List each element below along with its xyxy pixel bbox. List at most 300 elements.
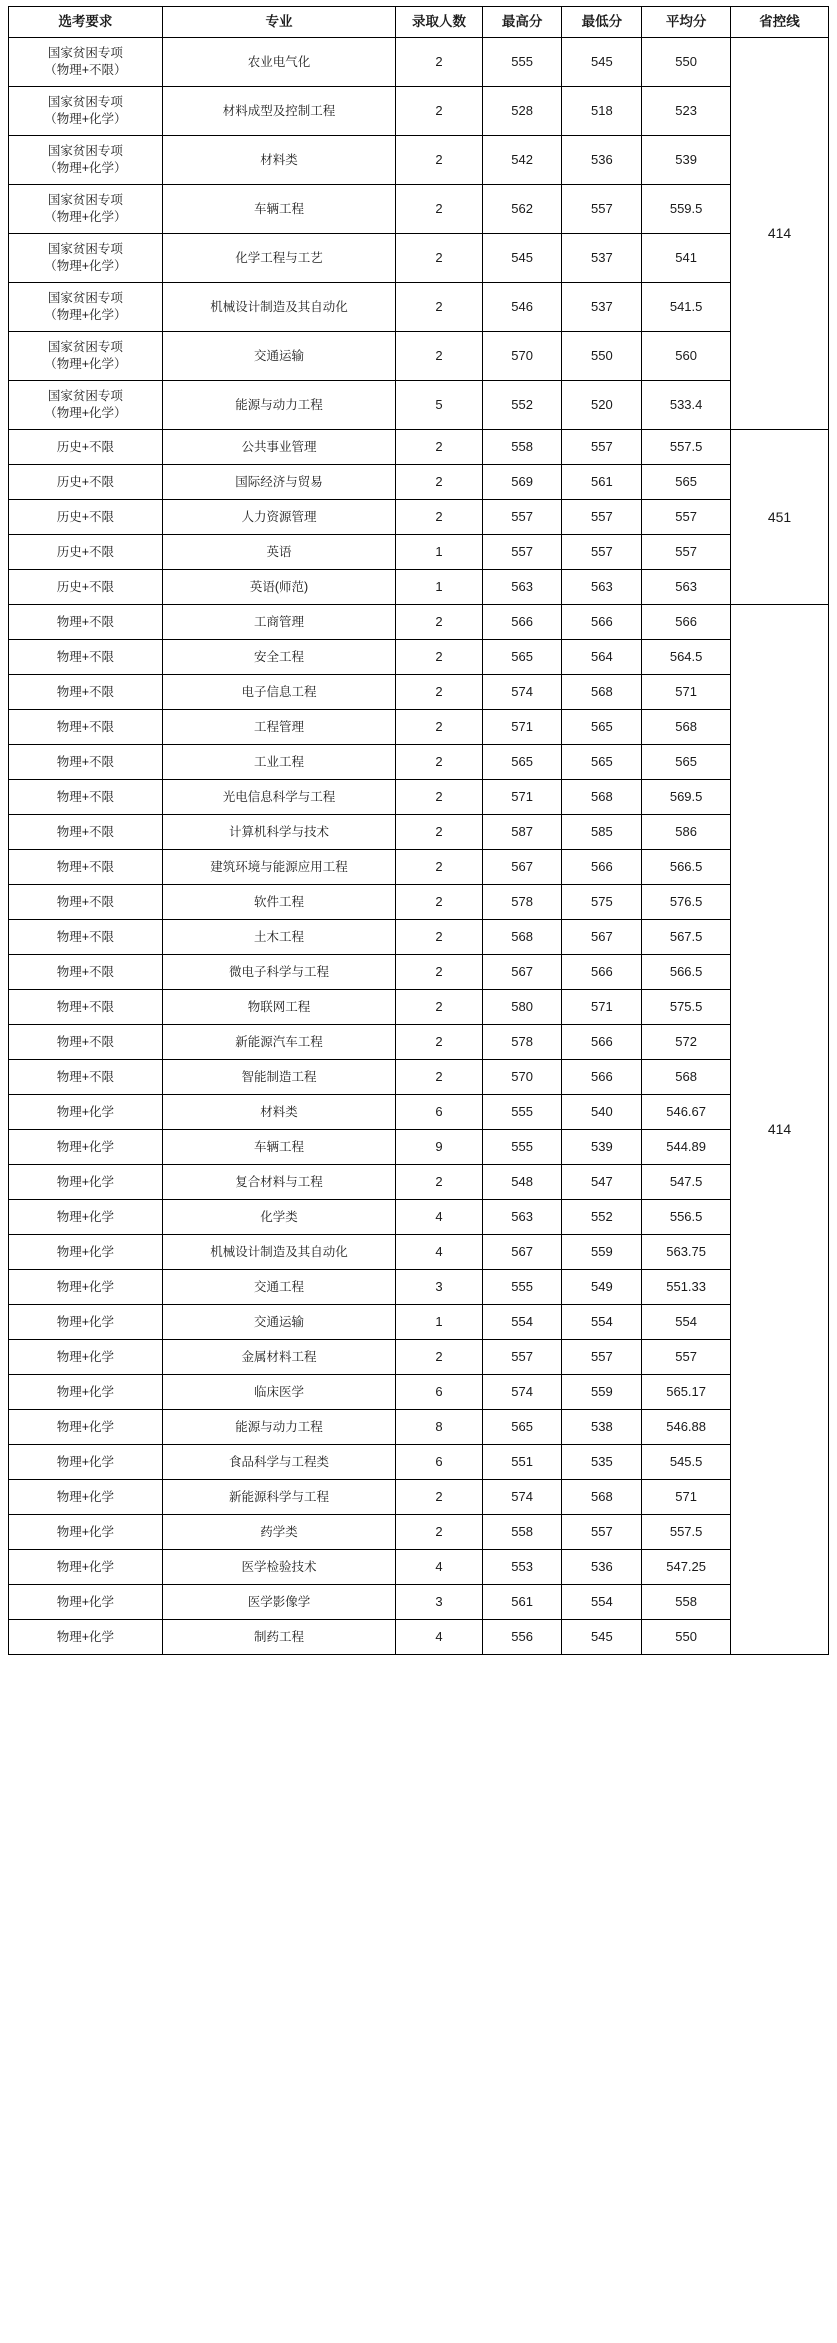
cell-lowest-score: 557	[562, 500, 642, 535]
cell-major: 化学类	[162, 1200, 395, 1235]
cell-count: 2	[396, 1515, 483, 1550]
cell-count: 1	[396, 535, 483, 570]
cell-count: 2	[396, 640, 483, 675]
requirement-line-1: 国家贫困专项	[47, 95, 123, 110]
cell-lowest-score: 549	[562, 1270, 642, 1305]
cell-major: 化学工程与工艺	[162, 234, 395, 283]
cell-requirement	[9, 500, 163, 535]
cell-major: 国际经济与贸易	[162, 465, 395, 500]
cell-control-line: 414	[731, 605, 829, 1655]
table-row	[9, 920, 829, 955]
cell-control-line: 414	[731, 38, 829, 430]
requirement-line-2: （物理+化学）	[44, 112, 127, 126]
cell-count: 2	[396, 675, 483, 710]
cell-count: 2	[396, 780, 483, 815]
cell-average-score: 556.5	[642, 1200, 731, 1235]
table-row	[9, 815, 829, 850]
cell-lowest-score: 540	[562, 1095, 642, 1130]
cell-requirement	[9, 850, 163, 885]
cell-requirement	[9, 1130, 163, 1165]
cell-lowest-score: 518	[562, 87, 642, 136]
table-row	[9, 1375, 829, 1410]
table-row	[9, 1515, 829, 1550]
cell-major: 智能制造工程	[162, 1060, 395, 1095]
requirement-line-2: （物理+化学）	[44, 210, 127, 224]
table-row	[9, 745, 829, 780]
cell-major: 工程管理	[162, 710, 395, 745]
cell-major: 英语(师范)	[162, 570, 395, 605]
table-row	[9, 850, 829, 885]
requirement-line-1: 物理+不限	[56, 789, 115, 804]
cell-requirement	[9, 1410, 163, 1445]
cell-requirement	[9, 1375, 163, 1410]
cell-major: 食品科学与工程类	[162, 1445, 395, 1480]
table-row	[9, 1480, 829, 1515]
cell-average-score: 533.4	[642, 381, 731, 430]
cell-average-score: 557.5	[642, 430, 731, 465]
cell-highest-score: 568	[482, 920, 562, 955]
cell-average-score: 558	[642, 1585, 731, 1620]
cell-requirement	[9, 640, 163, 675]
cell-count: 2	[396, 955, 483, 990]
requirement-line-1: 物理+不限	[56, 964, 115, 979]
column-header-count: 录取人数	[396, 7, 483, 38]
cell-lowest-score: 568	[562, 675, 642, 710]
cell-lowest-score: 536	[562, 1550, 642, 1585]
table-row	[9, 136, 829, 185]
column-header-requirement: 选考要求	[9, 7, 163, 38]
cell-count: 2	[396, 430, 483, 465]
cell-requirement	[9, 780, 163, 815]
cell-highest-score: 528	[482, 87, 562, 136]
requirement-line-2: （物理+不限）	[44, 63, 127, 77]
cell-count: 2	[396, 920, 483, 955]
cell-highest-score: 563	[482, 1200, 562, 1235]
cell-lowest-score: 559	[562, 1235, 642, 1270]
cell-highest-score: 558	[482, 1515, 562, 1550]
requirement-line-2: （物理+化学）	[44, 357, 127, 371]
cell-requirement	[9, 605, 163, 640]
table-row	[9, 185, 829, 234]
table-row	[9, 570, 829, 605]
cell-major: 交通运输	[162, 332, 395, 381]
cell-lowest-score: 561	[562, 465, 642, 500]
cell-requirement	[9, 234, 163, 283]
cell-average-score: 572	[642, 1025, 731, 1060]
cell-count: 2	[396, 1025, 483, 1060]
cell-requirement	[9, 955, 163, 990]
cell-highest-score: 570	[482, 1060, 562, 1095]
cell-lowest-score: 552	[562, 1200, 642, 1235]
cell-requirement	[9, 1340, 163, 1375]
cell-highest-score: 567	[482, 1235, 562, 1270]
cell-requirement	[9, 185, 163, 234]
cell-average-score: 571	[642, 1480, 731, 1515]
cell-lowest-score: 538	[562, 1410, 642, 1445]
cell-count: 4	[396, 1235, 483, 1270]
cell-lowest-score: 568	[562, 1480, 642, 1515]
cell-requirement	[9, 283, 163, 332]
column-header-major: 专业	[162, 7, 395, 38]
cell-highest-score: 574	[482, 675, 562, 710]
cell-count: 2	[396, 332, 483, 381]
cell-average-score: 560	[642, 332, 731, 381]
cell-lowest-score: 545	[562, 1620, 642, 1655]
cell-lowest-score: 536	[562, 136, 642, 185]
cell-highest-score: 565	[482, 745, 562, 780]
cell-count: 2	[396, 605, 483, 640]
cell-requirement	[9, 1620, 163, 1655]
cell-requirement	[9, 570, 163, 605]
cell-average-score: 566.5	[642, 850, 731, 885]
cell-requirement	[9, 38, 163, 87]
requirement-line-1: 物理+化学	[56, 1524, 115, 1539]
cell-average-score: 557	[642, 1340, 731, 1375]
cell-average-score: 559.5	[642, 185, 731, 234]
cell-lowest-score: 566	[562, 1060, 642, 1095]
cell-count: 6	[396, 1445, 483, 1480]
table-row	[9, 535, 829, 570]
cell-highest-score: 555	[482, 1270, 562, 1305]
cell-highest-score: 580	[482, 990, 562, 1025]
cell-average-score: 566	[642, 605, 731, 640]
cell-average-score: 563	[642, 570, 731, 605]
cell-major: 车辆工程	[162, 1130, 395, 1165]
table-row	[9, 283, 829, 332]
requirement-line-1: 物理+化学	[56, 1314, 115, 1329]
requirement-line-1: 物理+不限	[56, 859, 115, 874]
cell-highest-score: 578	[482, 885, 562, 920]
table-row	[9, 1060, 829, 1095]
cell-count: 6	[396, 1095, 483, 1130]
cell-highest-score: 546	[482, 283, 562, 332]
cell-highest-score: 567	[482, 850, 562, 885]
cell-average-score: 576.5	[642, 885, 731, 920]
table-row	[9, 1270, 829, 1305]
cell-highest-score: 555	[482, 38, 562, 87]
cell-count: 4	[396, 1620, 483, 1655]
cell-major: 材料类	[162, 136, 395, 185]
requirement-line-1: 国家贫困专项	[47, 389, 123, 404]
requirement-line-1: 历史+不限	[56, 579, 115, 594]
cell-average-score: 569.5	[642, 780, 731, 815]
table-row	[9, 500, 829, 535]
cell-highest-score: 558	[482, 430, 562, 465]
cell-count: 2	[396, 1060, 483, 1095]
cell-average-score: 565	[642, 745, 731, 780]
cell-requirement	[9, 430, 163, 465]
cell-count: 2	[396, 234, 483, 283]
cell-requirement	[9, 885, 163, 920]
requirement-line-1: 物理+不限	[56, 614, 115, 629]
cell-average-score: 546.67	[642, 1095, 731, 1130]
table-row	[9, 1165, 829, 1200]
table-row	[9, 1585, 829, 1620]
cell-major: 交通运输	[162, 1305, 395, 1340]
cell-count: 3	[396, 1585, 483, 1620]
cell-major: 新能源科学与工程	[162, 1480, 395, 1515]
cell-average-score: 565.17	[642, 1375, 731, 1410]
cell-highest-score: 574	[482, 1480, 562, 1515]
cell-requirement	[9, 1270, 163, 1305]
requirement-line-1: 物理+不限	[56, 1069, 115, 1084]
cell-count: 2	[396, 745, 483, 780]
cell-major: 医学检验技术	[162, 1550, 395, 1585]
table-row	[9, 1095, 829, 1130]
cell-requirement	[9, 1200, 163, 1235]
cell-highest-score: 552	[482, 381, 562, 430]
cell-requirement	[9, 1095, 163, 1130]
cell-requirement	[9, 1480, 163, 1515]
cell-highest-score: 542	[482, 136, 562, 185]
cell-lowest-score: 563	[562, 570, 642, 605]
cell-lowest-score: 547	[562, 1165, 642, 1200]
cell-major: 土木工程	[162, 920, 395, 955]
table-row	[9, 87, 829, 136]
requirement-line-2: （物理+化学）	[44, 161, 127, 175]
requirement-line-1: 物理+不限	[56, 999, 115, 1014]
cell-average-score: 571	[642, 675, 731, 710]
cell-highest-score: 557	[482, 1340, 562, 1375]
cell-lowest-score: 571	[562, 990, 642, 1025]
cell-average-score: 586	[642, 815, 731, 850]
cell-lowest-score: 566	[562, 605, 642, 640]
cell-major: 制药工程	[162, 1620, 395, 1655]
cell-count: 2	[396, 38, 483, 87]
cell-average-score: 547.25	[642, 1550, 731, 1585]
cell-average-score: 567.5	[642, 920, 731, 955]
cell-major: 交通工程	[162, 1270, 395, 1305]
cell-major: 临床医学	[162, 1375, 395, 1410]
cell-highest-score: 565	[482, 640, 562, 675]
requirement-line-1: 物理+化学	[56, 1594, 115, 1609]
cell-count: 2	[396, 1480, 483, 1515]
cell-highest-score: 571	[482, 710, 562, 745]
cell-count: 8	[396, 1410, 483, 1445]
cell-major: 药学类	[162, 1515, 395, 1550]
table-row	[9, 1410, 829, 1445]
cell-average-score: 564.5	[642, 640, 731, 675]
cell-requirement	[9, 1305, 163, 1340]
cell-highest-score: 569	[482, 465, 562, 500]
table-row	[9, 465, 829, 500]
cell-major: 能源与动力工程	[162, 1410, 395, 1445]
requirement-line-1: 国家贫困专项	[47, 46, 123, 61]
cell-lowest-score: 557	[562, 1340, 642, 1375]
cell-count: 1	[396, 1305, 483, 1340]
requirement-line-1: 物理+不限	[56, 894, 115, 909]
cell-major: 物联网工程	[162, 990, 395, 1025]
cell-highest-score: 587	[482, 815, 562, 850]
column-header-control-line: 省控线	[731, 7, 829, 38]
cell-average-score: 557.5	[642, 1515, 731, 1550]
requirement-line-2: （物理+化学）	[44, 259, 127, 273]
cell-highest-score: 555	[482, 1130, 562, 1165]
requirement-line-1: 物理+不限	[56, 929, 115, 944]
requirement-line-1: 物理+化学	[56, 1384, 115, 1399]
requirement-line-1: 物理+不限	[56, 754, 115, 769]
cell-lowest-score: 566	[562, 850, 642, 885]
cell-requirement	[9, 87, 163, 136]
cell-average-score: 557	[642, 535, 731, 570]
table-row	[9, 605, 829, 640]
cell-lowest-score: 585	[562, 815, 642, 850]
cell-average-score: 554	[642, 1305, 731, 1340]
cell-lowest-score: 557	[562, 1515, 642, 1550]
requirement-line-1: 国家贫困专项	[47, 144, 123, 159]
cell-highest-score: 554	[482, 1305, 562, 1340]
requirement-line-1: 国家贫困专项	[47, 242, 123, 257]
requirement-line-1: 物理+化学	[56, 1209, 115, 1224]
cell-requirement	[9, 381, 163, 430]
cell-average-score: 575.5	[642, 990, 731, 1025]
cell-average-score: 544.89	[642, 1130, 731, 1165]
requirement-line-1: 国家贫困专项	[47, 193, 123, 208]
cell-lowest-score: 545	[562, 38, 642, 87]
cell-lowest-score: 566	[562, 1025, 642, 1060]
column-header-lowest: 最低分	[562, 7, 642, 38]
cell-highest-score: 574	[482, 1375, 562, 1410]
cell-highest-score: 571	[482, 780, 562, 815]
table-row	[9, 430, 829, 465]
cell-highest-score: 562	[482, 185, 562, 234]
cell-requirement	[9, 535, 163, 570]
cell-major: 能源与动力工程	[162, 381, 395, 430]
cell-lowest-score: 557	[562, 185, 642, 234]
cell-average-score: 545.5	[642, 1445, 731, 1480]
requirement-line-1: 物理+化学	[56, 1454, 115, 1469]
cell-highest-score: 561	[482, 1585, 562, 1620]
cell-lowest-score: 565	[562, 745, 642, 780]
table-row	[9, 38, 829, 87]
admission-score-table	[8, 6, 829, 1655]
cell-count: 3	[396, 1270, 483, 1305]
table-body	[9, 38, 829, 1655]
cell-lowest-score: 539	[562, 1130, 642, 1165]
cell-average-score: 547.5	[642, 1165, 731, 1200]
cell-highest-score: 548	[482, 1165, 562, 1200]
cell-average-score: 557	[642, 500, 731, 535]
cell-count: 2	[396, 87, 483, 136]
cell-major: 计算机科学与技术	[162, 815, 395, 850]
cell-requirement	[9, 1165, 163, 1200]
cell-major: 电子信息工程	[162, 675, 395, 710]
cell-major: 医学影像学	[162, 1585, 395, 1620]
column-header-highest: 最高分	[482, 7, 562, 38]
cell-lowest-score: 557	[562, 535, 642, 570]
cell-major: 机械设计制造及其自动化	[162, 283, 395, 332]
cell-lowest-score: 567	[562, 920, 642, 955]
requirement-line-2: （物理+化学）	[44, 406, 127, 420]
cell-average-score: 551.33	[642, 1270, 731, 1305]
cell-lowest-score: 568	[562, 780, 642, 815]
cell-requirement	[9, 1060, 163, 1095]
cell-count: 2	[396, 1340, 483, 1375]
requirement-line-1: 物理+化学	[56, 1489, 115, 1504]
cell-average-score: 546.88	[642, 1410, 731, 1445]
table-row	[9, 675, 829, 710]
cell-highest-score: 578	[482, 1025, 562, 1060]
cell-count: 1	[396, 570, 483, 605]
table-row	[9, 332, 829, 381]
table-row	[9, 990, 829, 1025]
requirement-line-1: 物理+不限	[56, 719, 115, 734]
cell-lowest-score: 550	[562, 332, 642, 381]
cell-major: 材料成型及控制工程	[162, 87, 395, 136]
cell-highest-score: 551	[482, 1445, 562, 1480]
cell-lowest-score: 565	[562, 710, 642, 745]
requirement-line-1: 物理+化学	[56, 1559, 115, 1574]
cell-count: 2	[396, 885, 483, 920]
cell-requirement	[9, 920, 163, 955]
cell-average-score: 539	[642, 136, 731, 185]
table-header	[9, 7, 829, 38]
cell-requirement	[9, 136, 163, 185]
cell-average-score: 568	[642, 710, 731, 745]
table-row	[9, 710, 829, 745]
cell-major: 农业电气化	[162, 38, 395, 87]
cell-requirement	[9, 1550, 163, 1585]
cell-major: 工业工程	[162, 745, 395, 780]
cell-count: 2	[396, 815, 483, 850]
cell-highest-score: 545	[482, 234, 562, 283]
cell-major: 微电子科学与工程	[162, 955, 395, 990]
cell-average-score: 541.5	[642, 283, 731, 332]
requirement-line-1: 物理+化学	[56, 1349, 115, 1364]
cell-major: 英语	[162, 535, 395, 570]
table-row	[9, 1620, 829, 1655]
cell-requirement	[9, 815, 163, 850]
cell-average-score: 565	[642, 465, 731, 500]
cell-count: 2	[396, 185, 483, 234]
cell-count: 9	[396, 1130, 483, 1165]
requirement-line-1: 物理+不限	[56, 649, 115, 664]
cell-average-score: 566.5	[642, 955, 731, 990]
cell-highest-score: 553	[482, 1550, 562, 1585]
requirement-line-1: 物理+化学	[56, 1104, 115, 1119]
table-row	[9, 1235, 829, 1270]
cell-major: 新能源汽车工程	[162, 1025, 395, 1060]
table-row	[9, 1445, 829, 1480]
cell-requirement	[9, 745, 163, 780]
cell-requirement	[9, 710, 163, 745]
cell-highest-score: 557	[482, 500, 562, 535]
requirement-line-1: 物理+化学	[56, 1629, 115, 1644]
requirement-line-1: 物理+化学	[56, 1174, 115, 1189]
cell-requirement	[9, 1515, 163, 1550]
cell-highest-score: 557	[482, 535, 562, 570]
table-row	[9, 381, 829, 430]
cell-requirement	[9, 465, 163, 500]
table-row	[9, 885, 829, 920]
cell-requirement	[9, 1445, 163, 1480]
cell-major: 软件工程	[162, 885, 395, 920]
cell-major: 安全工程	[162, 640, 395, 675]
table-row	[9, 234, 829, 283]
cell-major: 建筑环境与能源应用工程	[162, 850, 395, 885]
cell-lowest-score: 559	[562, 1375, 642, 1410]
cell-lowest-score: 554	[562, 1305, 642, 1340]
table-row	[9, 1305, 829, 1340]
cell-requirement	[9, 675, 163, 710]
cell-lowest-score: 564	[562, 640, 642, 675]
cell-lowest-score: 535	[562, 1445, 642, 1480]
table-header-row	[9, 7, 829, 38]
cell-highest-score: 563	[482, 570, 562, 605]
cell-highest-score: 565	[482, 1410, 562, 1445]
cell-requirement	[9, 332, 163, 381]
requirement-line-1: 历史+不限	[56, 439, 115, 454]
